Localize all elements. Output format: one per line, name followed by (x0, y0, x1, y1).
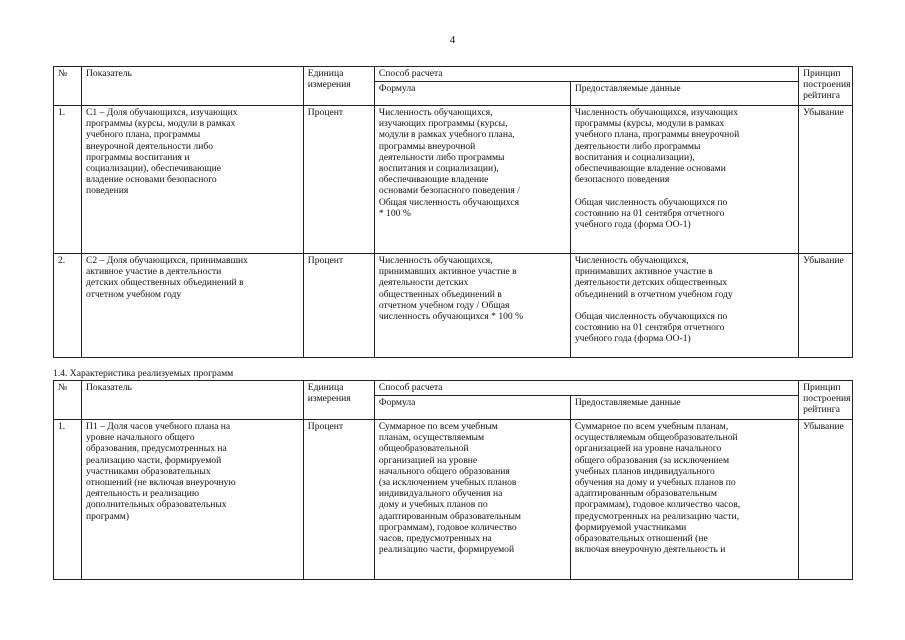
row-indicator: С1 – Доля обучающихся, изучающих программы (курсы, модули в рамках учебного плана, программы внеурочной деятельности либо программы воспитания и социализации), обеспечивающие владение основами безопасного поведения (81, 106, 303, 254)
row-indicator: С2 – Доля обучающихся, принимавших активное участие в деятельности детских общественных объединений в отчетном учебном году (81, 254, 303, 358)
header-method: Способ расчета (374, 381, 798, 396)
indicators-table-1 (53, 66, 853, 358)
row-no: 1. (54, 106, 82, 254)
header-indicator: Показатель (81, 381, 303, 420)
header-formula: Формула (374, 396, 570, 420)
row-no: 1. (54, 420, 82, 580)
row-formula: Численность обучающихся, принимавших активное участие в деятельности детских общественных объединений в отчетном учебном году / Общая численность обучающихся * 100 % (374, 254, 570, 358)
row-unit: Процент (303, 254, 374, 358)
indicators-table-2 (53, 380, 853, 580)
table-header-row (54, 381, 853, 396)
row-indicator: П1 – Доля часов учебного плана на уровне начального общего образования, предусмотренных на реализацию части, формируемой участниками образовательных отношений (не включая внеурочную деятельность и реализацию дополнительных образовательных программ) (81, 420, 303, 580)
header-formula: Формула (374, 82, 570, 106)
row-formula: Суммарное по всем учебным планам, осуществляемым общеобразовательной организацией на уровне начального общего образования (за исключением учебных планов индивидуального обучения на дому и учебных планов по адаптированным образовательным программам), годовое количество часов, предусмотренных на реализацию части, формируемой (374, 420, 570, 580)
page-number: 4 (449, 34, 456, 46)
row-provided-data: Численность обучающихся, принимавших активное участие в деятельности детских общественных объединений в отчетном учебном году Общая численность обучающихся по состоянию на 01 сентября отчетного учебного года (форма ОО-1) (570, 254, 798, 358)
row-formula: Численность обучающихся, изучающих программы (курсы, модули в рамках учебного плана, программы внеурочной деятельности либо программы воспитания и социализации), обеспечивающие владение основами безопасного поведения / Общая численность обучающихся * 100 % (374, 106, 570, 254)
header-no: № (54, 67, 82, 106)
row-provided-data: Численность обучающихся, изучающих программы (курсы, модули в рамках учебного плана, программы внеурочной деятельности либо программы воспитания и социализации), обеспечивающие владение основами безопасного поведения Общая численность обучающихся по состоянию на 01 сентября отчетного учебного года (форма ОО-1) (570, 106, 798, 254)
table-row (54, 254, 853, 358)
row-principle: Убывание (799, 420, 853, 580)
header-unit: Единица измерения (303, 67, 374, 106)
header-principle: Принцип построения рейтинга (799, 67, 853, 106)
row-no: 2. (54, 254, 82, 358)
header-no: № (54, 381, 82, 420)
row-unit: Процент (303, 420, 374, 580)
header-method: Способ расчета (374, 67, 798, 82)
header-indicator: Показатель (81, 67, 303, 106)
row-principle: Убывание (799, 106, 853, 254)
table-header-row (54, 67, 853, 82)
header-provided-data: Предоставляемые данные (570, 396, 798, 420)
row-principle: Убывание (799, 254, 853, 358)
header-unit: Единица измерения (303, 381, 374, 420)
section-caption: 1.4. Характеристика реализуемых программ (53, 368, 234, 379)
table-row (54, 420, 853, 580)
row-provided-data: Суммарное по всем учебным планам, осуществляемым общеобразовательной организацией на уровне начального общего образования (за исключением учебных планов индивидуального обучения на дому и учебных планов по адаптированным образовательным программам), годовое количество часов, предусмотренных на реализацию части, формируемой участниками образовательных отношений (не включая внеурочную деятельность и (570, 420, 798, 580)
header-provided-data: Предоставляемые данные (570, 82, 798, 106)
table-row (54, 106, 853, 254)
header-principle: Принцип построения рейтинга (799, 381, 853, 420)
row-unit: Процент (303, 106, 374, 254)
